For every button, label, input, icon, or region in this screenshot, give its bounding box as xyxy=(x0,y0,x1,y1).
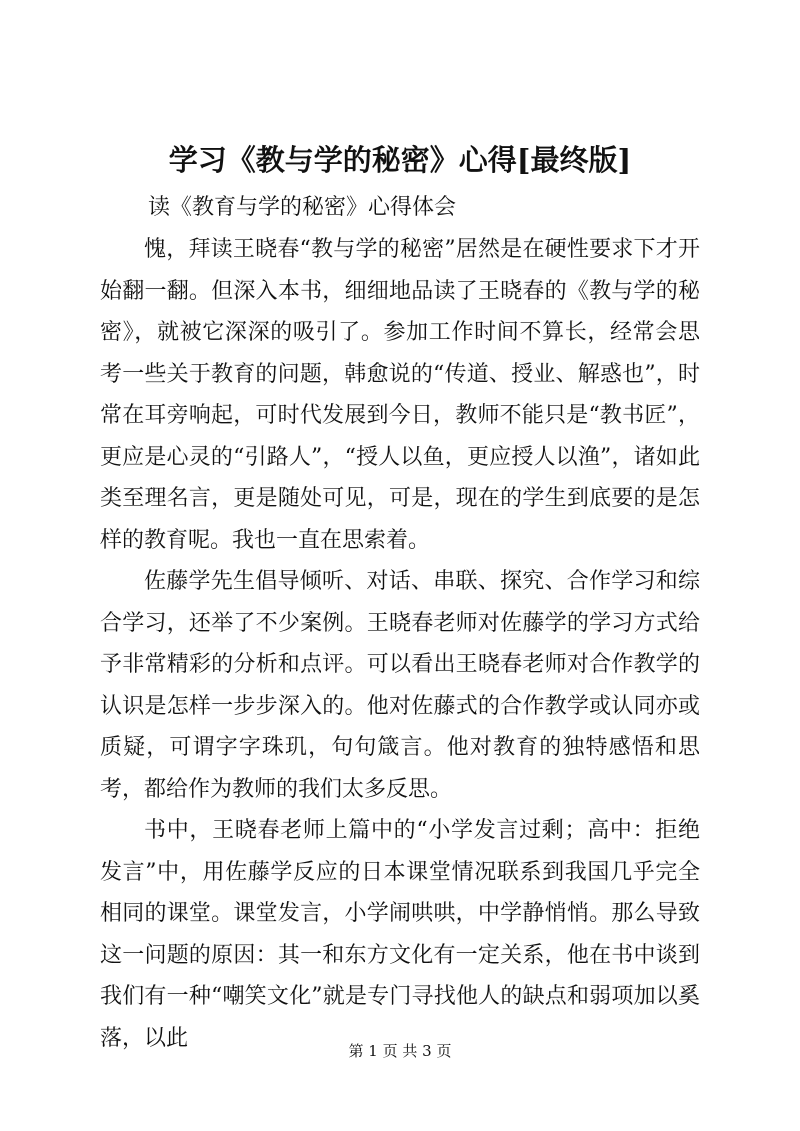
page-footer: 第 1 页 共 3 页 xyxy=(348,1042,452,1060)
document-subtitle: 读《教育与学的秘密》心得体会 xyxy=(148,195,457,220)
paragraph-2: 佐藤学先生倡导倾听、对话、串联、探究、合作学习和综合学习，还举了不少案例。王晓春老师对佐藤学的学习方式给予非常精彩的分析和点评。可以看出王晓春老师对合作教学的认识是怎样一步步深入的。他对佐藤式的合作教学或认同亦或质疑，可谓字字珠玑，句句箴言。他对教育的独特感悟和思考，都给作为教师的我们太多反思。 xyxy=(100,569,700,802)
document-body xyxy=(100,229,700,1059)
document-title: 学习《教与学的秘密》心得[最终版] xyxy=(168,143,632,177)
paragraph-1: 愧，拜读王晓春“教与学的秘密”居然是在硬性要求下才开始翻一翻。但深入本书，细细地品读了王晓春的《教与学的秘密》，就被它深深的吸引了。参加工作时间不算长，经常会思考一些关于教育的问题，韩愈说的“传道、授业、解惑也”，时常在耳旁响起，可时代发展到今日，教师不能只是“教书匠”，更应是心灵的“引路人”，“授人以鱼，更应授人以渔”，诸如此类至理名言，更是随处可见，可是，现在的学生到底要的是怎样的教育呢。我也一直在思索着。 xyxy=(100,237,700,553)
paragraph-3: 书中，王晓春老师上篇中的“小学发言过剩；高中：拒绝发言”中，用佐藤学反应的日本课堂情况联系到我国几乎完全相同的课堂。课堂发言，小学闹哄哄，中学静悄悄。那么导致这一问题的原因：其一和东方文化有一定关系，他在书中谈到我们有一种“嘲笑文化”就是专门寻找他人的缺点和弱项加以奚落，以此 xyxy=(100,818,700,1051)
